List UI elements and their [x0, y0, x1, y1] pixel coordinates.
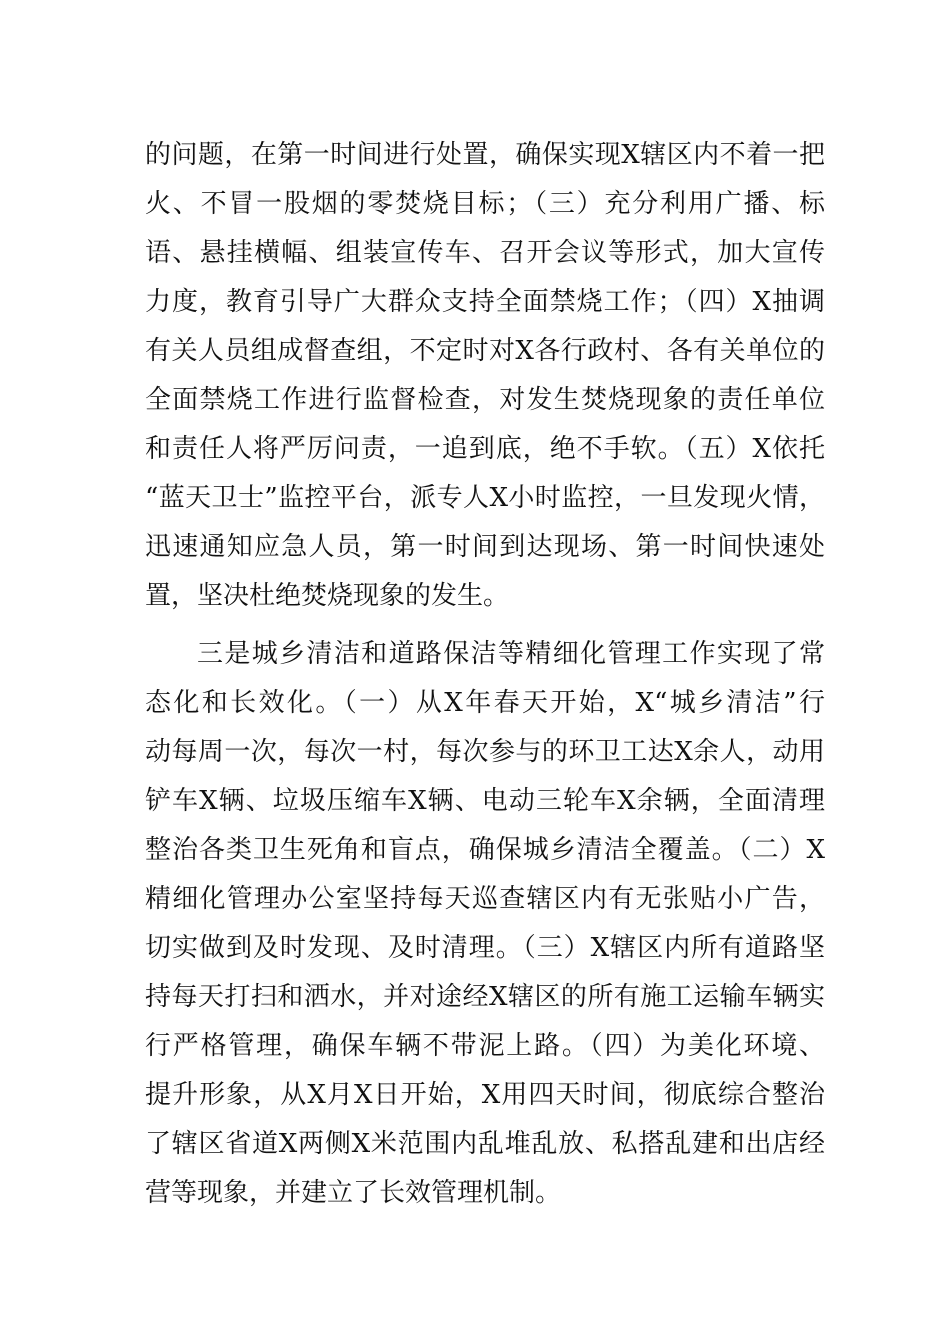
- text-line: 全面禁烧工作进行监督检查，对发生焚烧现象的责任单位: [145, 385, 825, 415]
- text-line: 精细化管理办公室坚持每天巡查辖区内有无张贴小广告，: [145, 884, 825, 914]
- text-line: 营等现象，并建立了长效管理机制。: [145, 1178, 562, 1208]
- text-line: 态化和长效化。（一）从X年春天开始，X“城乡清洁”行: [145, 688, 825, 718]
- text-line: 置，坚决杜绝焚烧现象的发生。: [145, 581, 510, 611]
- text-line: 持每天打扫和洒水，并对途经X辖区的所有施工运输车辆实: [145, 982, 825, 1012]
- text-line: 火、不冒一股烟的零焚烧目标；（三）充分利用广播、标: [145, 189, 825, 219]
- text-line: 和责任人将严厉问责，一追到底，绝不手软。（五）X依托: [145, 434, 825, 464]
- body-text: [145, 131, 825, 1218]
- text-line: 提升形象，从X月X日开始，X用四天时间，彻底综合整治: [145, 1080, 825, 1110]
- paragraph-continued: [145, 131, 825, 621]
- paragraph-gap: [145, 621, 825, 630]
- text-line: 有关人员组成督查组，不定时对X各行政村、各有关单位的: [145, 336, 825, 366]
- text-line: 三是城乡清洁和道路保洁等精细化管理工作实现了常: [197, 639, 825, 669]
- text-line: 的问题，在第一时间进行处置，确保实现X辖区内不着一把: [145, 140, 825, 170]
- text-line: 动每周一次，每次一村，每次参与的环卫工达X余人，动用: [145, 737, 825, 767]
- text-line: “蓝天卫士”监控平台，派专人X小时监控，一旦发现火情，: [145, 483, 825, 513]
- paragraph-urban-rural-cleaning: [145, 630, 825, 1218]
- text-line: 切实做到及时发现、及时清理。（三）X辖区内所有道路坚: [145, 933, 825, 963]
- text-line: 语、悬挂横幅、组装宣传车、召开会议等形式，加大宣传: [145, 238, 825, 268]
- text-line: 铲车X辆、垃圾压缩车X辆、电动三轮车X余辆，全面清理: [145, 786, 825, 816]
- text-line: 整治各类卫生死角和盲点，确保城乡清洁全覆盖。（二）X: [145, 835, 825, 865]
- text-line: 了辖区省道X两侧X米范围内乱堆乱放、私搭乱建和出店经: [145, 1129, 825, 1159]
- text-line: 行严格管理，确保车辆不带泥上路。（四）为美化环境、: [145, 1031, 825, 1061]
- text-line: 迅速通知应急人员，第一时间到达现场、第一时间快速处: [145, 532, 825, 562]
- text-line: 力度，教育引导广大群众支持全面禁烧工作；（四）X抽调: [145, 287, 825, 317]
